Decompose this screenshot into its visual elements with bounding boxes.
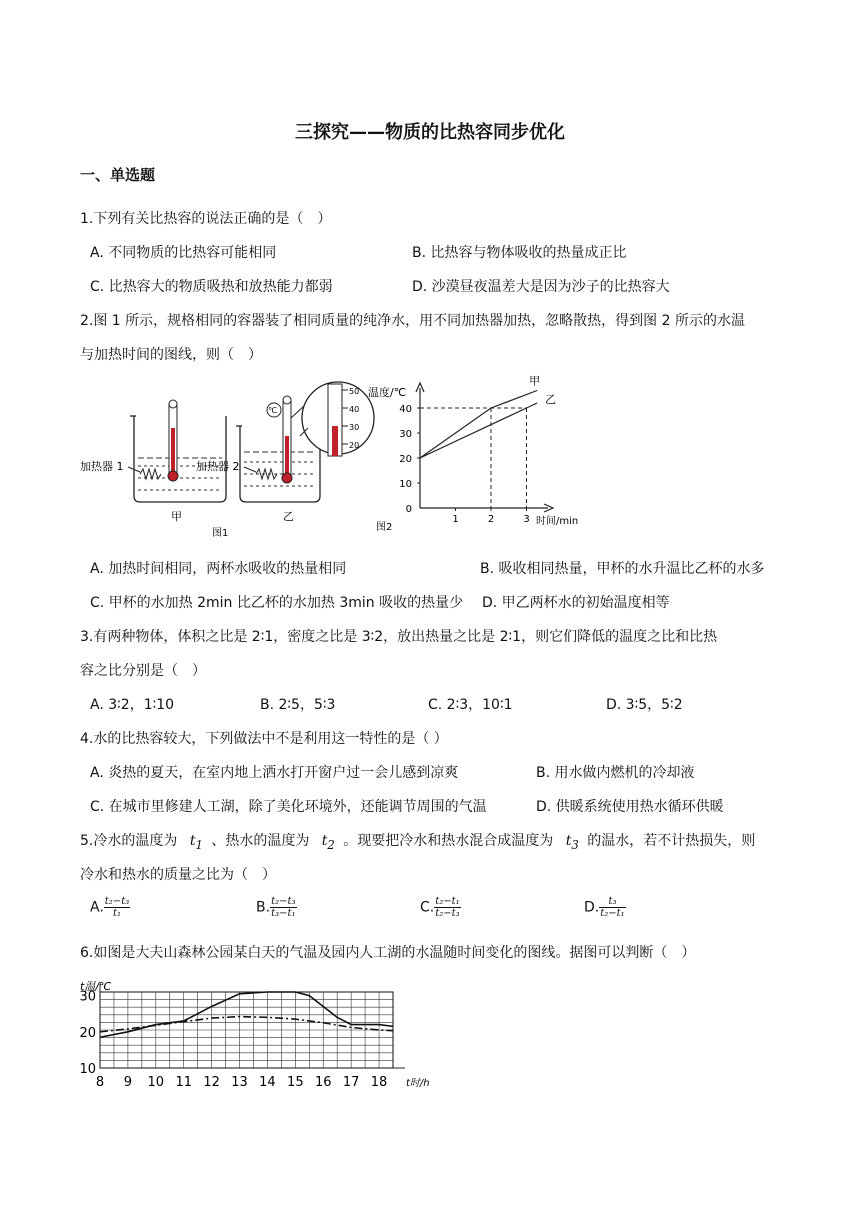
q4-option-b[interactable]: B. 用水做内燃机的冷却液 — [536, 765, 695, 781]
x-tick-label: 17 — [342, 1075, 360, 1090]
y-tick-label: 30 — [399, 429, 412, 440]
x-tick-label: 11 — [175, 1075, 192, 1090]
y-tick-label: 20 — [79, 1025, 96, 1041]
q1-option-b[interactable]: B. 比热容与物体吸收的热量成正比 — [412, 245, 627, 261]
thermo-tick-50: 50 — [349, 387, 360, 396]
var-t2: $t_2$ — [321, 833, 335, 852]
x-tick-label: 12 — [203, 1075, 220, 1090]
x-tick-label: 13 — [231, 1075, 248, 1090]
q5-option-a[interactable]: A. $\frac{\text{t₂−t₃}}{\text{t₁}}$ — [90, 896, 130, 919]
q1-option-a[interactable]: A. 不同物质的比热容可能相同 — [90, 245, 277, 261]
page-title: 三探究——物质的比热容同步优化 — [295, 122, 565, 143]
y-tick-label: 30 — [79, 989, 96, 1005]
thermo-tick-20: 20 — [349, 441, 360, 450]
thermometer-zoom — [300, 382, 374, 456]
q2-option-c[interactable]: C. 甲杯的水加热 2min 比乙杯的水加热 3min 吸收的热量少 — [90, 595, 464, 611]
var-t1: $t_1$ — [189, 833, 203, 852]
x-tick-label: 8 — [95, 1075, 105, 1090]
q1-option-c[interactable]: C. 比热容大的物质吸热和放热能力都弱 — [90, 279, 333, 295]
question-3-stem-line2: 容之比分别是（ ） — [80, 663, 206, 679]
q3-option-d[interactable]: D. 3∶5，5∶2 — [606, 697, 683, 713]
q2-option-b[interactable]: B. 吸收相同热量，甲杯的水升温比乙杯的水多 — [480, 561, 765, 577]
series-label-2: 乙 — [545, 393, 557, 406]
x-tick-label: 2 — [487, 514, 495, 525]
series-label-1: 甲 — [529, 374, 541, 388]
q5-option-b[interactable]: B. $\frac{\text{t₂−t₃}}{\text{t₃−t₁}}$ — [256, 896, 296, 919]
section-heading: 一、单选题 — [80, 166, 156, 184]
question-1-stem: 1.下列有关比热容的说法正确的是（ ） — [80, 211, 332, 227]
q2-option-a[interactable]: A. 加热时间相同，两杯水吸收的热量相同 — [90, 561, 347, 577]
q1-option-d[interactable]: D. 沙漠昼夜温差大是因为沙子的比热容大 — [412, 279, 670, 295]
thermo-tick-40: 40 — [349, 405, 360, 414]
question-3-stem-line1: 3.有两种物体，体积之比是 2∶1，密度之比是 3∶2，放出热量之比是 2∶1，则它们降低的温度之比和比热 — [80, 629, 718, 645]
y-tick-label: 10 — [399, 479, 412, 490]
q4-option-c[interactable]: C. 在城市里修建人工湖，除了美化环境外，还能调节周围的气温 — [90, 799, 487, 815]
figure-2-chart — [368, 374, 590, 540]
q4-option-a[interactable]: A. 炎热的夏天，在室内地上洒水打开窗户过一会儿感到凉爽 — [90, 765, 459, 781]
q2-option-d[interactable]: D. 甲乙两杯水的初始温度相等 — [482, 595, 670, 611]
x-axis-label: t时/h — [406, 1078, 430, 1089]
series-line-2 — [420, 403, 537, 458]
x-tick-label: 9 — [123, 1075, 133, 1090]
x-tick-label: 3 — [523, 514, 530, 525]
chart-grid — [100, 992, 393, 1068]
question-2-stem-line1: 2.图 1 所示，规格相同的容器装了相同质量的纯净水，用不同加热器加热，忽略散热，得到图 2 所示的水温 — [80, 313, 745, 329]
y-axis-label: 温度/℃ — [368, 386, 407, 399]
q3-option-c[interactable]: C. 2∶3，10∶1 — [428, 697, 513, 713]
q3-option-b[interactable]: B. 2∶5，5∶3 — [260, 697, 336, 713]
thermo-tick-30: 30 — [349, 423, 360, 432]
q3-option-a[interactable]: A. 3∶2，1∶10 — [90, 697, 175, 713]
y-tick-label: 0 — [405, 504, 412, 515]
question-5-stem-line1: 5.冷水的温度为 $t_1$ 、热水的温度为 $t_2$ 。现要把冷水和热水混合成温度为 $t_3$ 的温水，若不计热损失，则 — [80, 833, 756, 852]
question-5-stem-line2: 冷水和热水的质量之比为（ ） — [80, 867, 276, 883]
heater-1-label: 加热器 1 — [80, 460, 124, 473]
series-line-1 — [420, 391, 537, 459]
q4-option-d[interactable]: D. 供暖系统使用热水循环供暖 — [536, 799, 724, 815]
question-4-stem: 4.水的比热容较大，下列做法中不是利用这一特性的是（ ） — [80, 731, 448, 747]
heater-2-label: 加热器 2 — [196, 460, 240, 473]
x-tick-label: 15 — [287, 1075, 304, 1090]
question-2-stem-line2: 与加热时间的图线，则（ ） — [80, 347, 262, 363]
x-tick-label: 18 — [370, 1075, 388, 1090]
q5-option-c[interactable]: C. $\frac{\text{t₂−t₁}}{\text{t₂−t₃}}$ — [420, 896, 460, 919]
x-tick-label: 10 — [147, 1075, 165, 1090]
y-axis-label: t温/℃ — [80, 980, 112, 993]
x-tick-label: 16 — [314, 1075, 332, 1090]
figure-2-caption: 图2 — [376, 522, 393, 533]
x-tick-label: 14 — [259, 1075, 276, 1090]
thermo-unit-label: ℃ — [268, 406, 277, 415]
question-6-stem: 6.如图是大夫山森林公园某白天的气温及园内人工湖的水温随时间变化的图线。据图可以判断（ ） — [80, 945, 696, 961]
figure-1-caption: 图1 — [212, 528, 229, 539]
beaker-2-label: 乙 — [283, 510, 294, 523]
beaker-1 — [130, 400, 226, 502]
x-tick-label: 1 — [452, 514, 459, 525]
q5-option-d[interactable]: D. $\frac{\text{t₃}}{\text{t₂−t₁}}$ — [584, 896, 625, 919]
var-t3: $t_3$ — [565, 833, 579, 852]
figure-temperature-chart — [70, 976, 450, 1090]
y-tick-label: 20 — [399, 454, 412, 465]
y-tick-label: 10 — [79, 1062, 96, 1077]
beaker-1-label: 甲 — [171, 510, 182, 523]
x-axis-label: 时间/min — [536, 516, 579, 527]
y-tick-label: 40 — [399, 404, 412, 415]
